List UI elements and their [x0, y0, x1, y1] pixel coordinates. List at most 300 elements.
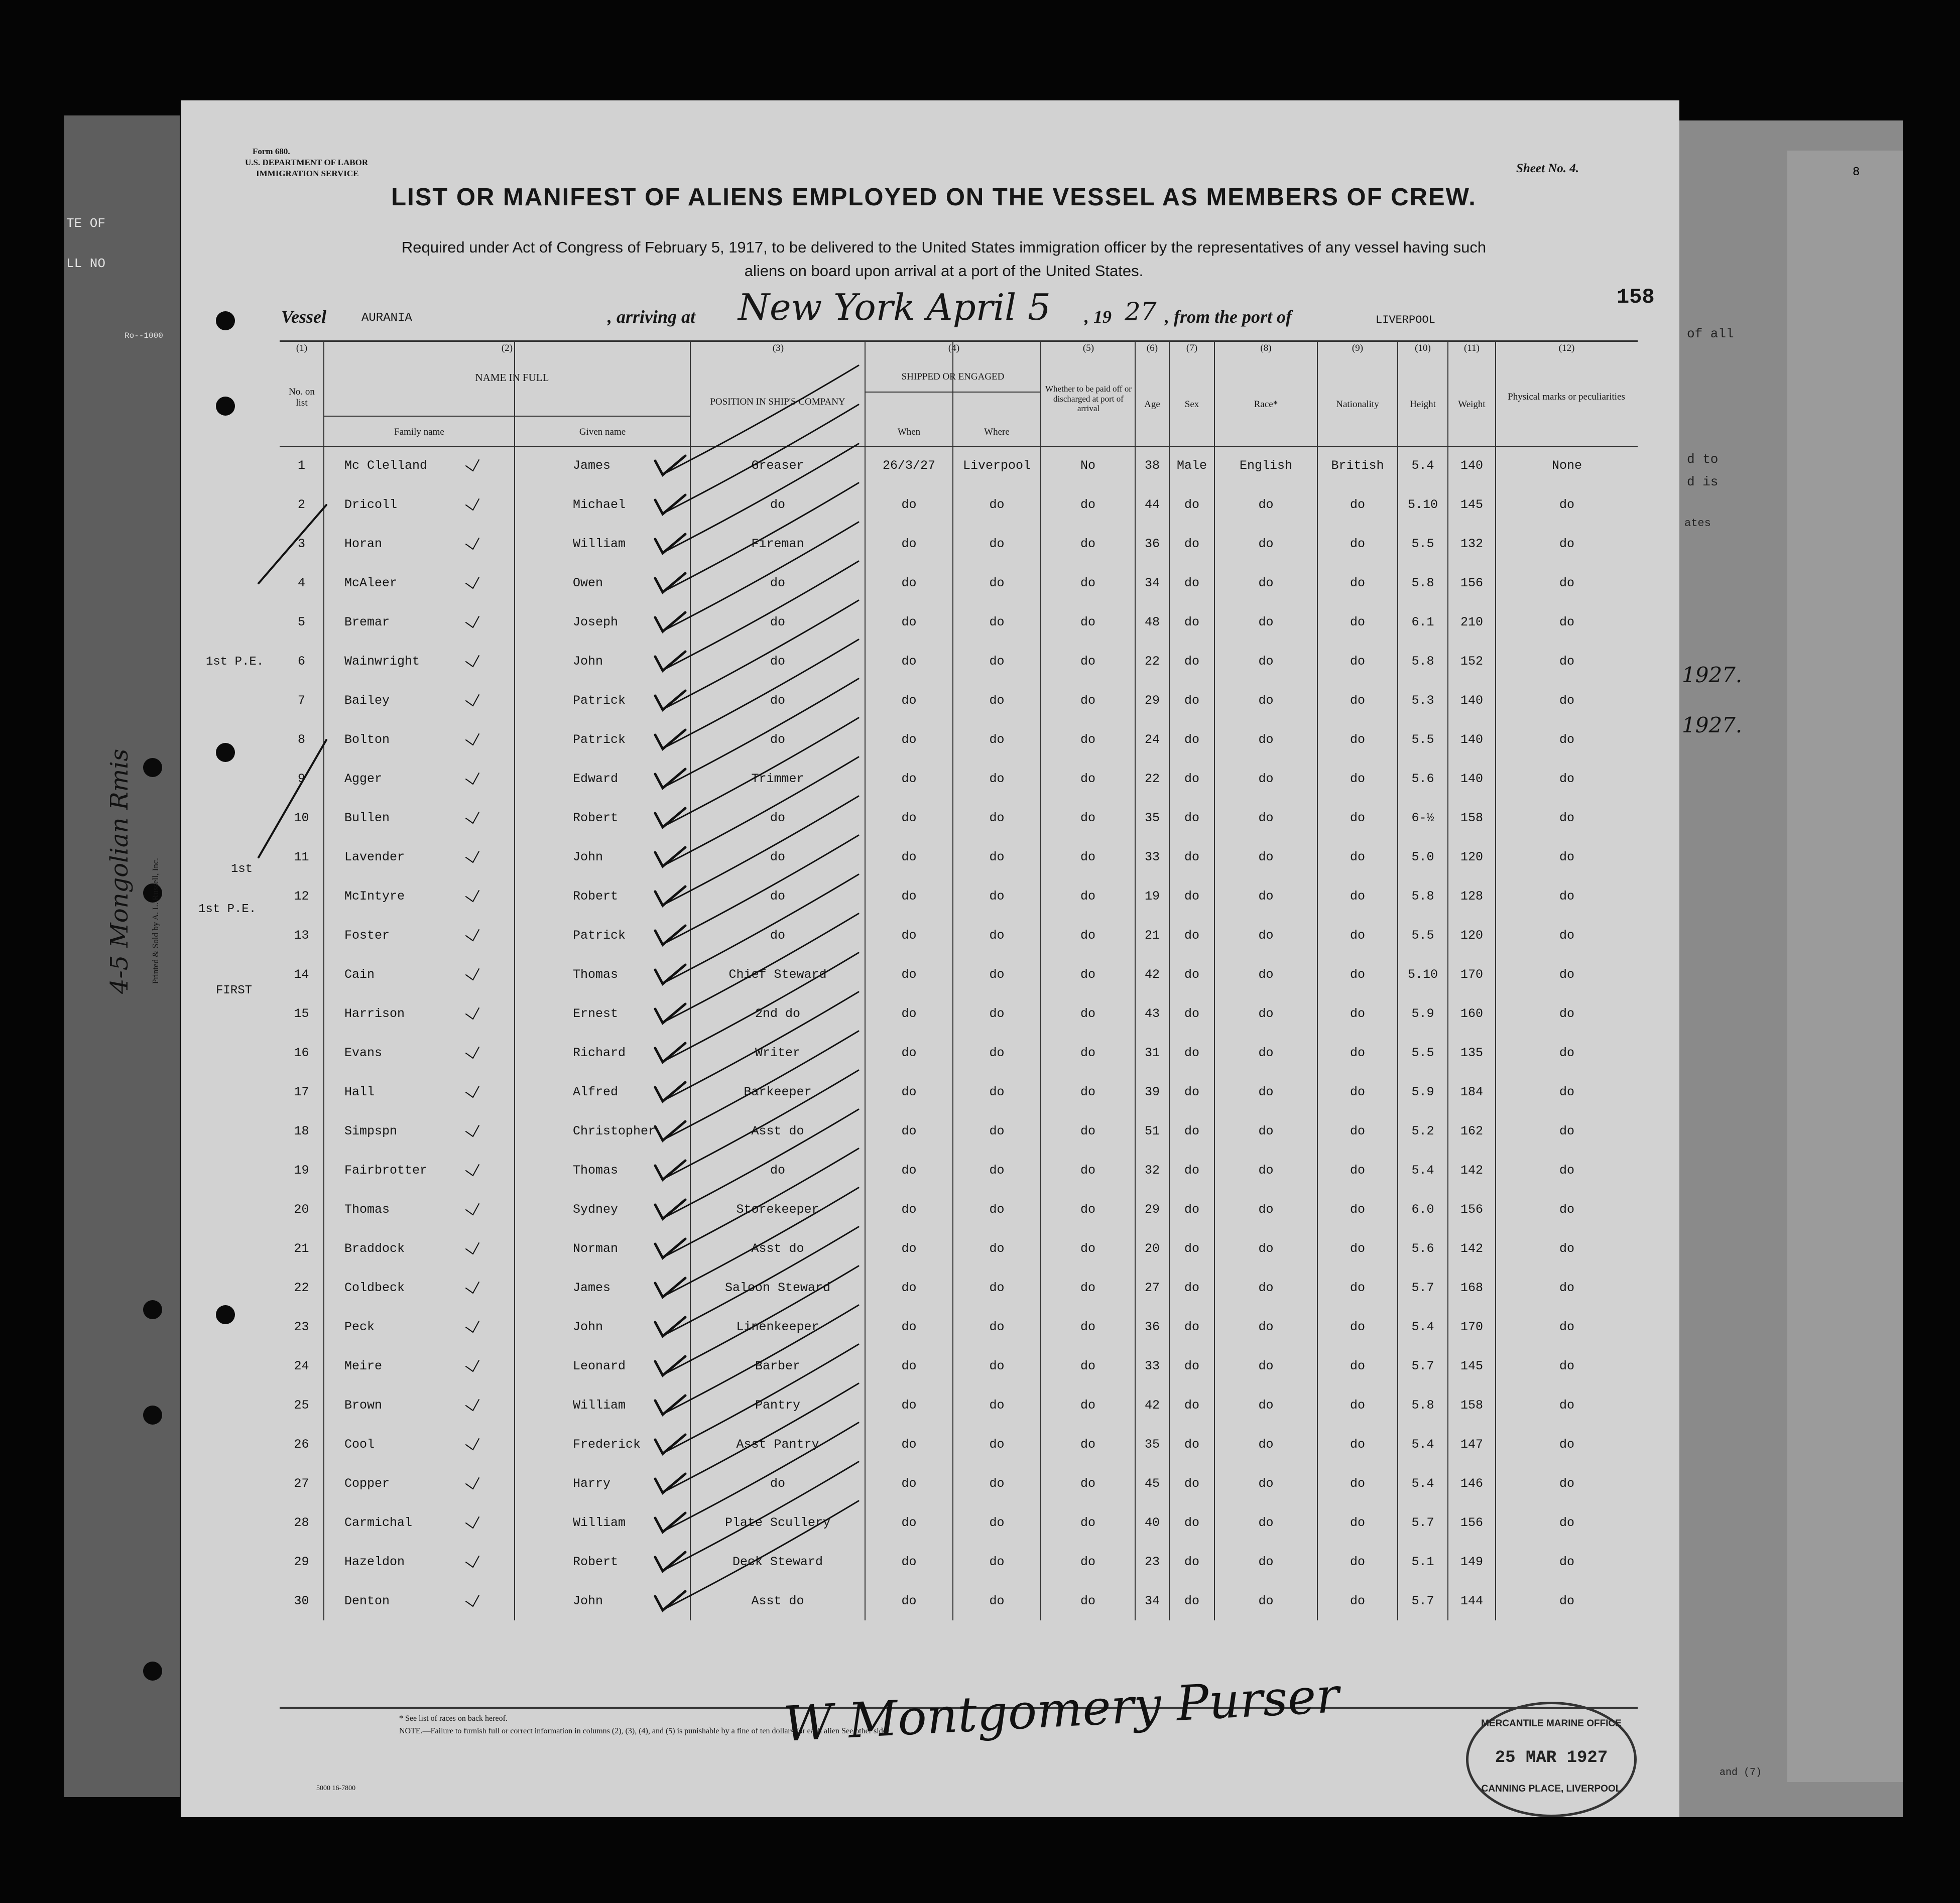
row-number-cell: 12 [280, 876, 324, 916]
sex-cell: do [1169, 1385, 1214, 1425]
weight-cell: 156 [1448, 1503, 1496, 1542]
family-tick [466, 1204, 479, 1215]
family-tick [466, 773, 479, 784]
row-number-cell: 2 [280, 485, 324, 524]
given-name-cell: Patrick [515, 681, 690, 720]
shipped-when-cell: do [865, 1268, 953, 1307]
age-cell: 21 [1135, 916, 1169, 955]
sex-cell: do [1169, 720, 1214, 759]
col-where: Where [984, 427, 1010, 437]
weight-cell: 145 [1448, 1346, 1496, 1385]
shipped-when-cell: do [865, 1072, 953, 1111]
race-cell: do [1214, 1307, 1317, 1346]
row-number-cell: 16 [280, 1033, 324, 1072]
weight-cell: 142 [1448, 1151, 1496, 1190]
given-name-cell: Richard [515, 1033, 690, 1072]
shipped-when-cell: do [865, 1346, 953, 1385]
paid-off-cell: do [1041, 994, 1135, 1033]
race-cell: do [1214, 1229, 1317, 1268]
age-cell: 31 [1135, 1033, 1169, 1072]
weight-cell: 149 [1448, 1542, 1496, 1581]
family-tick [466, 1595, 479, 1606]
age-cell: 35 [1135, 798, 1169, 837]
paid-off-cell: do [1041, 1542, 1135, 1581]
family-name-cell: Agger [324, 759, 515, 798]
row-number-cell: 29 [280, 1542, 324, 1581]
shipped-when-cell: do [865, 994, 953, 1033]
printer-credit: Printed & Sold by A. L. Russell, Inc. [151, 858, 160, 984]
paid-off-cell: do [1041, 876, 1135, 916]
nationality-cell: do [1317, 642, 1398, 681]
position-cell: Pantry [690, 1385, 865, 1425]
col-position: POSITION IN SHIP'S COMPANY [710, 397, 845, 407]
vessel-name: AURANIA [361, 311, 412, 325]
family-name-cell: Hall [324, 1072, 515, 1111]
physical-marks-cell: do [1559, 967, 1574, 982]
family-name-cell: Hazeldon [324, 1542, 515, 1581]
physical-marks-cell: do [1559, 693, 1574, 708]
height-cell: 5.7 [1398, 1581, 1448, 1620]
race-cell: do [1214, 602, 1317, 642]
physical-marks-cell: do [1559, 1358, 1574, 1373]
race-cell: do [1214, 955, 1317, 994]
paid-off-cell: do [1041, 1072, 1135, 1111]
nationality-cell: do [1317, 1542, 1398, 1581]
nationality-cell: do [1317, 524, 1398, 563]
height-cell: 5.0 [1398, 837, 1448, 876]
nationality-cell: do [1317, 955, 1398, 994]
shipped-where-cell: do [953, 1425, 1041, 1464]
family-tick [466, 930, 479, 941]
age-cell: 43 [1135, 994, 1169, 1033]
nationality-cell: do [1317, 720, 1398, 759]
given-name-cell: James [515, 446, 690, 485]
position-cell: Asst do [690, 1111, 865, 1151]
position-cell: do [690, 602, 865, 642]
family-name-cell: McIntyre [324, 876, 515, 916]
shipped-when-cell: do [865, 798, 953, 837]
weight-cell: 162 [1448, 1111, 1496, 1151]
physical-marks-cell: do [1559, 1280, 1574, 1295]
physical-marks-cell: do [1559, 1006, 1574, 1021]
height-cell: 5.2 [1398, 1111, 1448, 1151]
height-cell: 5.4 [1398, 1464, 1448, 1503]
height-cell: 6-½ [1398, 798, 1448, 837]
age-cell: 42 [1135, 1385, 1169, 1425]
shipped-where-cell: do [953, 1542, 1041, 1581]
page-title: LIST OR MANIFEST OF ALIENS EMPLOYED ON THE VESSEL AS MEMBERS OF CREW. [391, 184, 1477, 211]
physical-marks-cell: do [1559, 536, 1574, 551]
nationality-cell: do [1317, 1229, 1398, 1268]
height-cell: 5.5 [1398, 720, 1448, 759]
age-cell: 27 [1135, 1268, 1169, 1307]
shipped-when-cell: do [865, 916, 953, 955]
paid-off-cell: do [1041, 955, 1135, 994]
weight-cell: 156 [1448, 563, 1496, 602]
height-cell: 5.4 [1398, 1425, 1448, 1464]
race-cell: do [1214, 837, 1317, 876]
given-name-cell: Michael [515, 485, 690, 524]
col-number-7: (7) [1186, 343, 1198, 353]
race-cell: do [1214, 798, 1317, 837]
race-cell: do [1214, 759, 1317, 798]
nationality-cell: do [1317, 563, 1398, 602]
physical-marks-cell: do [1559, 1437, 1574, 1452]
position-cell: do [690, 1464, 865, 1503]
left-fragment: LL NO [66, 256, 106, 271]
race-cell: do [1214, 994, 1317, 1033]
physical-marks-cell: do [1559, 1241, 1574, 1256]
given-name-cell: Robert [515, 798, 690, 837]
given-name-cell: John [515, 1307, 690, 1346]
position-cell: Writer [690, 1033, 865, 1072]
sex-cell: do [1169, 876, 1214, 916]
manifest-number: 158 [1617, 285, 1655, 309]
family-name-cell: Peck [324, 1307, 515, 1346]
race-cell: do [1214, 1072, 1317, 1111]
family-name-cell: Fairbrotter [324, 1151, 515, 1190]
given-name-cell: Patrick [515, 916, 690, 955]
weight-cell: 145 [1448, 485, 1496, 524]
shipped-when-cell: do [865, 1190, 953, 1229]
col-height: Height [1410, 399, 1436, 410]
col-number-8: (8) [1260, 343, 1272, 353]
paid-off-cell: do [1041, 1581, 1135, 1620]
shipped-where-cell: do [953, 1229, 1041, 1268]
shipped-where-cell: do [953, 1503, 1041, 1542]
nationality-cell: do [1317, 1425, 1398, 1464]
shipped-where-cell: do [953, 524, 1041, 563]
given-name-cell: Ernest [515, 994, 690, 1033]
nationality-cell: do [1317, 681, 1398, 720]
weight-cell: 120 [1448, 837, 1496, 876]
row-number-cell: 28 [280, 1503, 324, 1542]
weight-cell: 210 [1448, 602, 1496, 642]
given-name-cell: Edward [515, 759, 690, 798]
sex-cell: do [1169, 916, 1214, 955]
given-name-cell: John [515, 1581, 690, 1620]
paid-off-cell: do [1041, 916, 1135, 955]
nationality-cell: do [1317, 1072, 1398, 1111]
family-tick [466, 1400, 479, 1411]
height-cell: 5.1 [1398, 1542, 1448, 1581]
col-number-4: (4) [948, 343, 960, 353]
age-cell: 24 [1135, 720, 1169, 759]
given-name-cell: Frederick [515, 1425, 690, 1464]
physical-marks-cell: do [1559, 497, 1574, 512]
form-number: Form 680. [253, 147, 290, 156]
physical-marks-cell: do [1559, 1202, 1574, 1217]
row-number-cell: 25 [280, 1385, 324, 1425]
row-number-cell: 24 [280, 1346, 324, 1385]
position-cell: do [690, 681, 865, 720]
shipped-where-cell: do [953, 1346, 1041, 1385]
col-number-6: (6) [1146, 343, 1158, 353]
family-name-cell: Lavender [324, 837, 515, 876]
shipped-where-cell: do [953, 563, 1041, 602]
family-tick [466, 891, 479, 902]
race-cell: do [1214, 1542, 1317, 1581]
family-name-cell: Harrison [324, 994, 515, 1033]
paid-off-cell: No [1041, 446, 1135, 485]
race-cell: do [1214, 1385, 1317, 1425]
purser-signature: W Montgomery Purser [782, 1667, 1340, 1752]
shipped-where-cell: Liverpool [953, 446, 1041, 485]
sex-cell: Male [1169, 446, 1214, 485]
nationality-cell: do [1317, 1033, 1398, 1072]
col-given-name: Given name [579, 427, 626, 437]
age-cell: 33 [1135, 1346, 1169, 1385]
family-name-cell: Brown [324, 1385, 515, 1425]
sex-cell: do [1169, 1464, 1214, 1503]
physical-marks-cell: do [1559, 1515, 1574, 1530]
height-cell: 5.9 [1398, 1072, 1448, 1111]
margin-note: 1st [231, 862, 253, 876]
shipped-when-cell: do [865, 1111, 953, 1151]
paid-off-cell: do [1041, 837, 1135, 876]
race-cell: do [1214, 1503, 1317, 1542]
shipped-when-cell: do [865, 1542, 953, 1581]
shipped-when-cell: do [865, 1581, 953, 1620]
shipped-where-cell: do [953, 916, 1041, 955]
row-number-cell: 27 [280, 1464, 324, 1503]
shipped-when-cell: do [865, 1385, 953, 1425]
weight-cell: 170 [1448, 1307, 1496, 1346]
weight-cell: 147 [1448, 1425, 1496, 1464]
shipped-when-cell: do [865, 876, 953, 916]
family-name-cell: Copper [324, 1464, 515, 1503]
position-cell: Storekeeper [690, 1190, 865, 1229]
height-cell: 5.10 [1398, 955, 1448, 994]
race-cell: do [1214, 485, 1317, 524]
sex-cell: do [1169, 642, 1214, 681]
age-cell: 32 [1135, 1151, 1169, 1190]
position-cell: do [690, 563, 865, 602]
family-tick [466, 499, 479, 510]
physical-marks-cell: do [1559, 614, 1574, 629]
col-name-in-full: NAME IN FULL [475, 371, 549, 384]
left-fragment: TE OF [66, 216, 106, 231]
race-cell: English [1214, 446, 1317, 485]
height-cell: 5.4 [1398, 1307, 1448, 1346]
service: IMMIGRATION SERVICE [256, 169, 359, 178]
row-number-cell: 3 [280, 524, 324, 563]
col-number-1: (1) [296, 343, 308, 353]
row-number-cell: 1 [280, 446, 324, 485]
sex-cell: do [1169, 1229, 1214, 1268]
nationality-cell: do [1317, 837, 1398, 876]
shipped-when-cell: do [865, 681, 953, 720]
stamp-date: 25 MAR 1927 [1495, 1748, 1608, 1767]
weight-cell: 140 [1448, 720, 1496, 759]
shipped-where-cell: do [953, 876, 1041, 916]
family-tick [466, 851, 479, 862]
stamp-top-text: MERCANTILE MARINE OFFICE [1481, 1718, 1622, 1729]
shipped-where-cell: do [953, 720, 1041, 759]
family-tick [466, 1008, 479, 1019]
margin-note: FIRST [216, 984, 253, 997]
weight-cell: 158 [1448, 1385, 1496, 1425]
position-cell: Fireman [690, 524, 865, 563]
race-cell: do [1214, 1268, 1317, 1307]
row-number-cell: 13 [280, 916, 324, 955]
row-number-cell: 23 [280, 1307, 324, 1346]
shipped-where-cell: do [953, 1268, 1041, 1307]
family-name-cell: Carmichal [324, 1503, 515, 1542]
given-name-cell: Alfred [515, 1072, 690, 1111]
family-tick [466, 734, 479, 745]
paid-off-cell: do [1041, 1307, 1135, 1346]
family-tick [466, 812, 479, 823]
nationality-cell: do [1317, 1268, 1398, 1307]
right-fragment: d is [1687, 474, 1719, 489]
sex-cell: do [1169, 1190, 1214, 1229]
nationality-cell: do [1317, 485, 1398, 524]
sex-cell: do [1169, 1307, 1214, 1346]
given-name-cell: Owen [515, 563, 690, 602]
paid-off-cell: do [1041, 1111, 1135, 1151]
col-number-2: (2) [501, 343, 513, 353]
position-cell: Linenkeeper [690, 1307, 865, 1346]
physical-marks-cell: do [1559, 889, 1574, 904]
shipped-when-cell: do [865, 1229, 953, 1268]
sex-cell: do [1169, 1542, 1214, 1581]
height-cell: 5.8 [1398, 642, 1448, 681]
family-name-cell: Denton [324, 1581, 515, 1620]
paid-off-cell: do [1041, 602, 1135, 642]
age-cell: 45 [1135, 1464, 1169, 1503]
penalty-note: NOTE.—Failure to furnish full or correct information in columns (2), (3), (4), and (5) is punishable by a fine of ten dollars for each alien See other side. [399, 1727, 889, 1735]
punch-hole [143, 1300, 162, 1319]
family-name-cell: Wainwright [324, 642, 515, 681]
row-number-cell: 4 [280, 563, 324, 602]
sheet-number: Sheet No. 4. [1516, 162, 1579, 175]
weight-cell: 168 [1448, 1268, 1496, 1307]
right-fragment: d to [1687, 452, 1719, 467]
shipped-when-cell: do [865, 1033, 953, 1072]
col-weight: Weight [1458, 399, 1486, 410]
col-number-9: (9) [1352, 343, 1364, 353]
punch-hole [143, 1662, 162, 1681]
given-name-cell: Patrick [515, 720, 690, 759]
requirement-line-1: Required under Act of Congress of February 5, 1917, to be delivered to the United States immigration officer by the representatives of any vessel having such [401, 238, 1487, 256]
height-cell: 6.0 [1398, 1190, 1448, 1229]
given-name-cell: James [515, 1268, 690, 1307]
age-cell: 22 [1135, 759, 1169, 798]
paid-off-cell: do [1041, 759, 1135, 798]
given-name-cell: Robert [515, 1542, 690, 1581]
family-name-cell: Mc Clelland [324, 446, 515, 485]
race-cell: do [1214, 1346, 1317, 1385]
position-cell: Asst Pantry [690, 1425, 865, 1464]
row-number-cell: 7 [280, 681, 324, 720]
given-name-cell: William [515, 1385, 690, 1425]
col-age: Age [1144, 399, 1160, 410]
sex-cell: do [1169, 798, 1214, 837]
weight-cell: 140 [1448, 759, 1496, 798]
physical-marks-cell: do [1559, 810, 1574, 825]
age-cell: 35 [1135, 1425, 1169, 1464]
age-cell: 48 [1135, 602, 1169, 642]
paid-off-cell: do [1041, 681, 1135, 720]
family-tick [466, 616, 479, 627]
weight-cell: 140 [1448, 681, 1496, 720]
weight-cell: 184 [1448, 1072, 1496, 1111]
nationality-cell: do [1317, 1307, 1398, 1346]
vessel-label: Vessel [281, 307, 326, 327]
family-tick [466, 1125, 479, 1136]
row-number-cell: 18 [280, 1111, 324, 1151]
nationality-cell: do [1317, 1151, 1398, 1190]
physical-marks-cell: do [1559, 1593, 1574, 1608]
paid-off-cell: do [1041, 1346, 1135, 1385]
age-cell: 51 [1135, 1111, 1169, 1151]
row-number-cell: 30 [280, 1581, 324, 1620]
row-number-cell: 21 [280, 1229, 324, 1268]
nationality-cell: do [1317, 759, 1398, 798]
age-cell: 36 [1135, 1307, 1169, 1346]
family-name-cell: Cain [324, 955, 515, 994]
nationality-cell: do [1317, 1190, 1398, 1229]
family-name-cell: Bremar [324, 602, 515, 642]
physical-marks-cell: do [1559, 575, 1574, 590]
family-tick [466, 1282, 479, 1293]
shipped-where-cell: do [953, 1307, 1041, 1346]
age-cell: 42 [1135, 955, 1169, 994]
race-cell: do [1214, 1581, 1317, 1620]
family-name-cell: Dricoll [324, 485, 515, 524]
shipped-where-cell: do [953, 1151, 1041, 1190]
nationality-cell: British [1317, 446, 1398, 485]
shipped-where-cell: do [953, 955, 1041, 994]
shipped-when-cell: do [865, 1503, 953, 1542]
bracket-stroke [259, 505, 326, 583]
age-cell: 38 [1135, 446, 1169, 485]
right-fragment: of all [1687, 326, 1734, 341]
family-tick [466, 577, 479, 588]
nationality-cell: do [1317, 916, 1398, 955]
shipped-where-cell: do [953, 1111, 1041, 1151]
age-cell: 22 [1135, 642, 1169, 681]
paid-off-cell: do [1041, 642, 1135, 681]
shipped-when-cell: do [865, 485, 953, 524]
form-code: 5000 16-7800 [316, 1785, 356, 1792]
height-cell: 5.8 [1398, 876, 1448, 916]
height-cell: 5.8 [1398, 563, 1448, 602]
race-cell: do [1214, 1425, 1317, 1464]
position-cell: Deck Steward [690, 1542, 865, 1581]
family-name-cell: Coldbeck [324, 1268, 515, 1307]
from-port-label: , from the port of [1165, 307, 1292, 327]
shipped-when-cell: do [865, 524, 953, 563]
weight-cell: 160 [1448, 994, 1496, 1033]
sex-cell: do [1169, 1581, 1214, 1620]
family-tick [466, 1439, 479, 1450]
race-cell: do [1214, 1151, 1317, 1190]
row-number-cell: 6 [280, 642, 324, 681]
family-tick [466, 1478, 479, 1489]
weight-cell: 135 [1448, 1033, 1496, 1072]
nationality-cell: do [1317, 1111, 1398, 1151]
position-cell: Saloon Steward [690, 1268, 865, 1307]
family-tick [466, 1321, 479, 1332]
given-name-cell: Sydney [515, 1190, 690, 1229]
shipped-where-cell: do [953, 994, 1041, 1033]
sex-cell: do [1169, 1346, 1214, 1385]
port-name: LIVERPOOL [1376, 314, 1435, 326]
position-cell: Asst do [690, 1581, 865, 1620]
left-fragment: Ro--1000 [125, 331, 163, 340]
